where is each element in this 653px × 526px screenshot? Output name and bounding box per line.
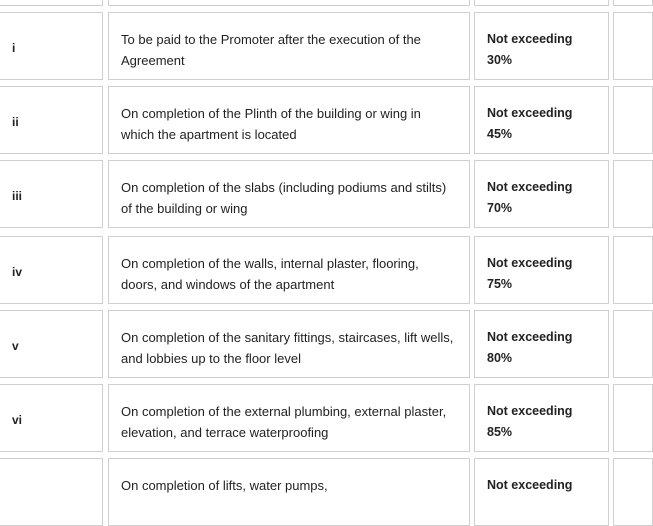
row-description: On completion of lifts, water pumps, [121,478,328,493]
description-cell [108,384,470,452]
extra-cell [613,458,653,526]
table-row [0,12,640,80]
extra-cell [613,384,653,452]
description-cell [108,310,470,378]
row-number-cell [0,12,103,80]
percentage-cell [474,86,609,154]
row-number-cell [0,0,103,6]
description-cell [108,12,470,80]
percentage-value: 75% [487,277,513,291]
percentage-label: Not exceeding [487,32,573,46]
percentage-value: 85% [487,425,513,439]
percentage-label: Not exceeding [487,478,573,492]
table-row [0,458,640,526]
percentage-label: Not exceeding [487,330,573,344]
row-number: i [12,41,16,55]
row-description: To be paid to the Promoter after the execution of the Agreement [121,32,421,68]
description-cell [108,86,470,154]
row-number-cell [0,458,103,526]
table-row [0,310,640,378]
percentage-cell [474,12,609,80]
row-number: vi [12,413,23,427]
percentage-value: 30% [487,53,513,67]
percentage-label: Not exceeding [487,256,573,270]
extra-cell [613,12,653,80]
percentage-label: Not exceeding [487,180,573,194]
description-cell [108,458,470,526]
table-row [0,384,640,452]
row-number: iii [12,189,23,203]
row-number: iv [12,265,23,279]
percentage-label: Not exceeding [487,404,573,418]
row-number-cell [0,160,103,228]
row-description: On completion of the external plumbing, external plaster, elevation, and terrace waterproofing [121,404,447,440]
extra-cell [613,160,653,228]
row-number-cell [0,236,103,304]
table-row [0,86,640,154]
percentage-cell [474,384,609,452]
row-number-cell [0,384,103,452]
row-number-cell [0,86,103,154]
percentage-value: 45% [487,127,513,141]
row-description: On completion of the walls, internal plaster, flooring, doors, and windows of the apartment [121,256,419,292]
table-row [0,236,640,304]
row-description: On completion of the slabs (including podiums and stilts) of the building or wing [121,180,447,216]
percentage-cell [474,236,609,304]
percentage-cell [474,458,609,526]
extra-cell [613,310,653,378]
description-cell [108,236,470,304]
extra-cell [613,0,653,6]
percentage-label: Not exceeding [487,106,573,120]
table-row [0,160,640,228]
table-row [0,0,640,6]
percentage-cell [474,160,609,228]
percentage-value: 70% [487,201,513,215]
row-number-cell [0,310,103,378]
extra-cell [613,86,653,154]
description-cell [108,0,470,6]
row-description: On completion of the Plinth of the building or wing in which the apartment is located [121,106,421,142]
row-number: v [12,339,19,353]
row-description: On completion of the sanitary fittings, staircases, lift wells, and lobbies up to the floor level [121,330,454,366]
percentage-cell [474,310,609,378]
extra-cell [613,236,653,304]
percentage-value: 80% [487,351,513,365]
description-cell [108,160,470,228]
percentage-cell [474,0,609,6]
row-number: ii [12,115,19,129]
